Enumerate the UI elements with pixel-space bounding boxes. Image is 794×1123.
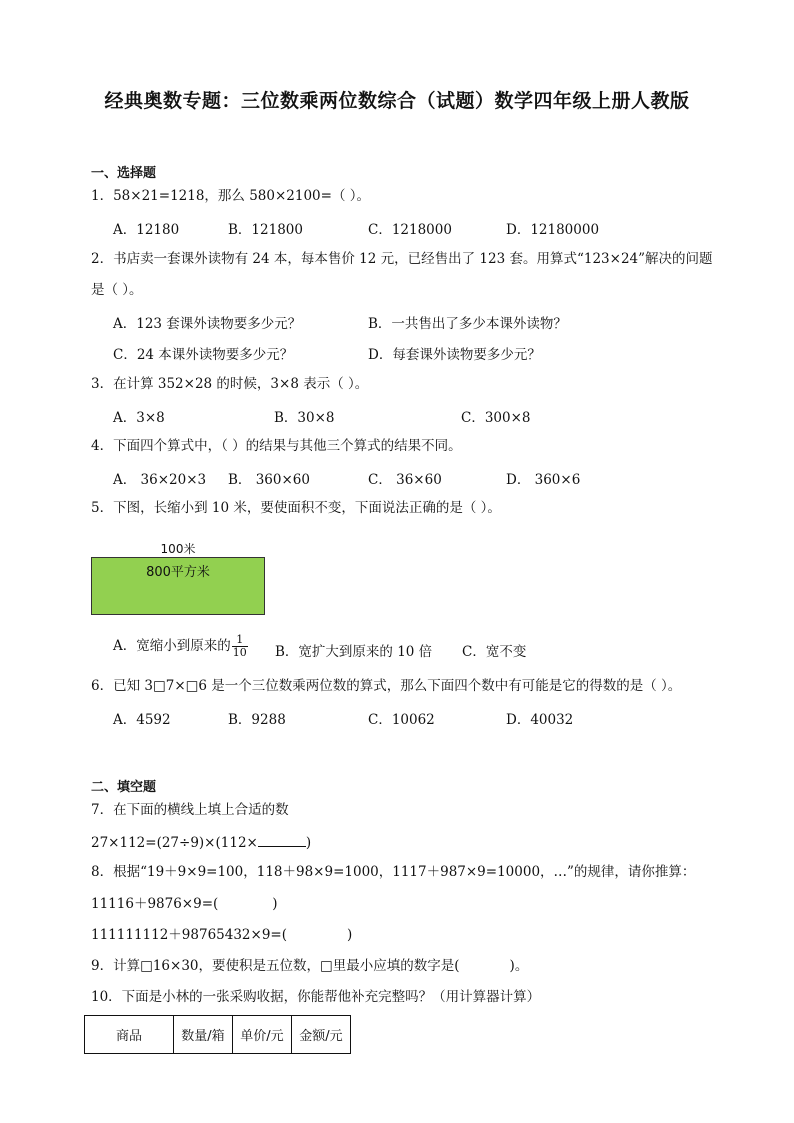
- q8-expression-2: [91, 926, 352, 944]
- fraction-one-tenth: [232, 634, 248, 659]
- header-cell-unit-price: 单价/元: [233, 1016, 292, 1054]
- rectangle-figure: [91, 557, 265, 615]
- question-1: 1．58×21=1218，那么 580×2100=（ ）。: [91, 188, 371, 204]
- table-header-row: [85, 1016, 351, 1054]
- fraction-denominator: 10: [232, 646, 247, 659]
- q7-expression: [91, 832, 311, 852]
- q4-option-c[interactable]: C． 36×60: [368, 472, 442, 488]
- q7-close-paren: ): [305, 835, 312, 851]
- q3-option-c[interactable]: C．300×8: [461, 410, 531, 426]
- q5-option-c[interactable]: C．宽不变: [462, 644, 527, 660]
- question-7: 7．在下面的横线上填上合适的数: [91, 802, 289, 818]
- q8-close-paren-1: ): [272, 896, 278, 912]
- q5-option-a[interactable]: [113, 634, 248, 659]
- q6-option-c[interactable]: C．10062: [368, 712, 435, 728]
- q6-option-a[interactable]: A．4592: [113, 712, 171, 728]
- page-title: 经典奥数专题：三位数乘两位数综合（试题）数学四年级上册人教版: [104, 90, 690, 112]
- q8-expression-1: [91, 895, 278, 913]
- section-fill-heading: 二、填空题: [91, 780, 157, 795]
- q5-option-a-text: A．宽缩小到原来的: [113, 638, 231, 654]
- q1-option-a[interactable]: A．12180: [113, 222, 180, 238]
- q6-option-d[interactable]: D．40032: [506, 712, 574, 728]
- question-9: [91, 957, 528, 975]
- question-3: 3．在计算 352×28 的时候，3×8 表示（ ）。: [91, 376, 369, 392]
- header-cell-product: 商品: [85, 1016, 174, 1054]
- q4-option-a[interactable]: A． 36×20×3: [113, 472, 207, 488]
- q7-expression-text: 27×112=(27÷9)×(112×: [91, 835, 258, 851]
- q8-expression-2-text: 111111112＋98765432×9=(: [91, 927, 287, 943]
- rectangle-area-label: 800平方米: [146, 565, 210, 580]
- question-5: 5．下图，长缩小到 10 米，要使面积不变，下面说法正确的是（ ）。: [91, 500, 501, 516]
- receipt-table: [84, 1015, 351, 1054]
- question-2-line1: 2．书店卖一套课外读物有 24 本，每本售价 12 元，已经售出了 123 套。用算式“123×24”解决的问题: [91, 251, 713, 267]
- q7-answer-blank[interactable]: [258, 832, 306, 847]
- q4-option-d[interactable]: D． 360×6: [506, 472, 581, 488]
- q8-close-paren-2: ): [347, 927, 353, 943]
- section-choice-heading: 一、选择题: [91, 166, 157, 181]
- question-8: 8．根据“19＋9×9=100，118＋98×9=1000，1117＋987×9=10000，…”的规律，请你推算：: [91, 864, 696, 880]
- q3-option-b[interactable]: B．30×8: [274, 410, 335, 426]
- q1-option-d[interactable]: D．12180000: [506, 222, 600, 238]
- question-6: 6．已知 3□7×□6 是一个三位数乘两位数的算式，那么下面四个数中有可能是它的得数的是（ ）。: [91, 678, 682, 694]
- q2-option-b[interactable]: B．一共售出了多少本课外读物？: [368, 316, 567, 332]
- rectangle-length-label: 100米: [160, 542, 196, 556]
- q1-option-c[interactable]: C．1218000: [368, 222, 452, 238]
- question-2-line2: 是（ ）。: [91, 282, 143, 298]
- q4-option-b[interactable]: B． 360×60: [228, 472, 310, 488]
- q8-expression-1-text: 11116＋9876×9=(: [91, 896, 219, 912]
- fraction-numerator: 1: [232, 634, 248, 647]
- question-10: 10．下面是小林的一张采购收据，你能帮他补充完整吗？（用计算器计算）: [91, 989, 541, 1005]
- q2-option-c[interactable]: C．24 本课外读物要多少元？: [113, 347, 294, 363]
- q5-option-b[interactable]: B．宽扩大到原来的 10 倍: [275, 644, 433, 660]
- q2-option-a[interactable]: A．123 套课外读物要多少元？: [113, 316, 302, 332]
- q9-close-paren: )。: [509, 958, 529, 974]
- q3-option-a[interactable]: A．3×8: [113, 410, 165, 426]
- question-4: 4．下面四个算式中，（ ）的结果与其他三个算式的结果不同。: [91, 438, 462, 454]
- q1-option-b[interactable]: B．121800: [228, 222, 303, 238]
- q2-option-d[interactable]: D．每套课外读物要多少元？: [368, 347, 541, 363]
- header-cell-quantity: 数量/箱: [174, 1016, 233, 1054]
- question-9-text: 9．计算□16×30，要使积是五位数，□里最小应填的数字是(: [91, 958, 460, 974]
- q6-option-b[interactable]: B．9288: [228, 712, 286, 728]
- header-cell-amount: 金额/元: [292, 1016, 351, 1054]
